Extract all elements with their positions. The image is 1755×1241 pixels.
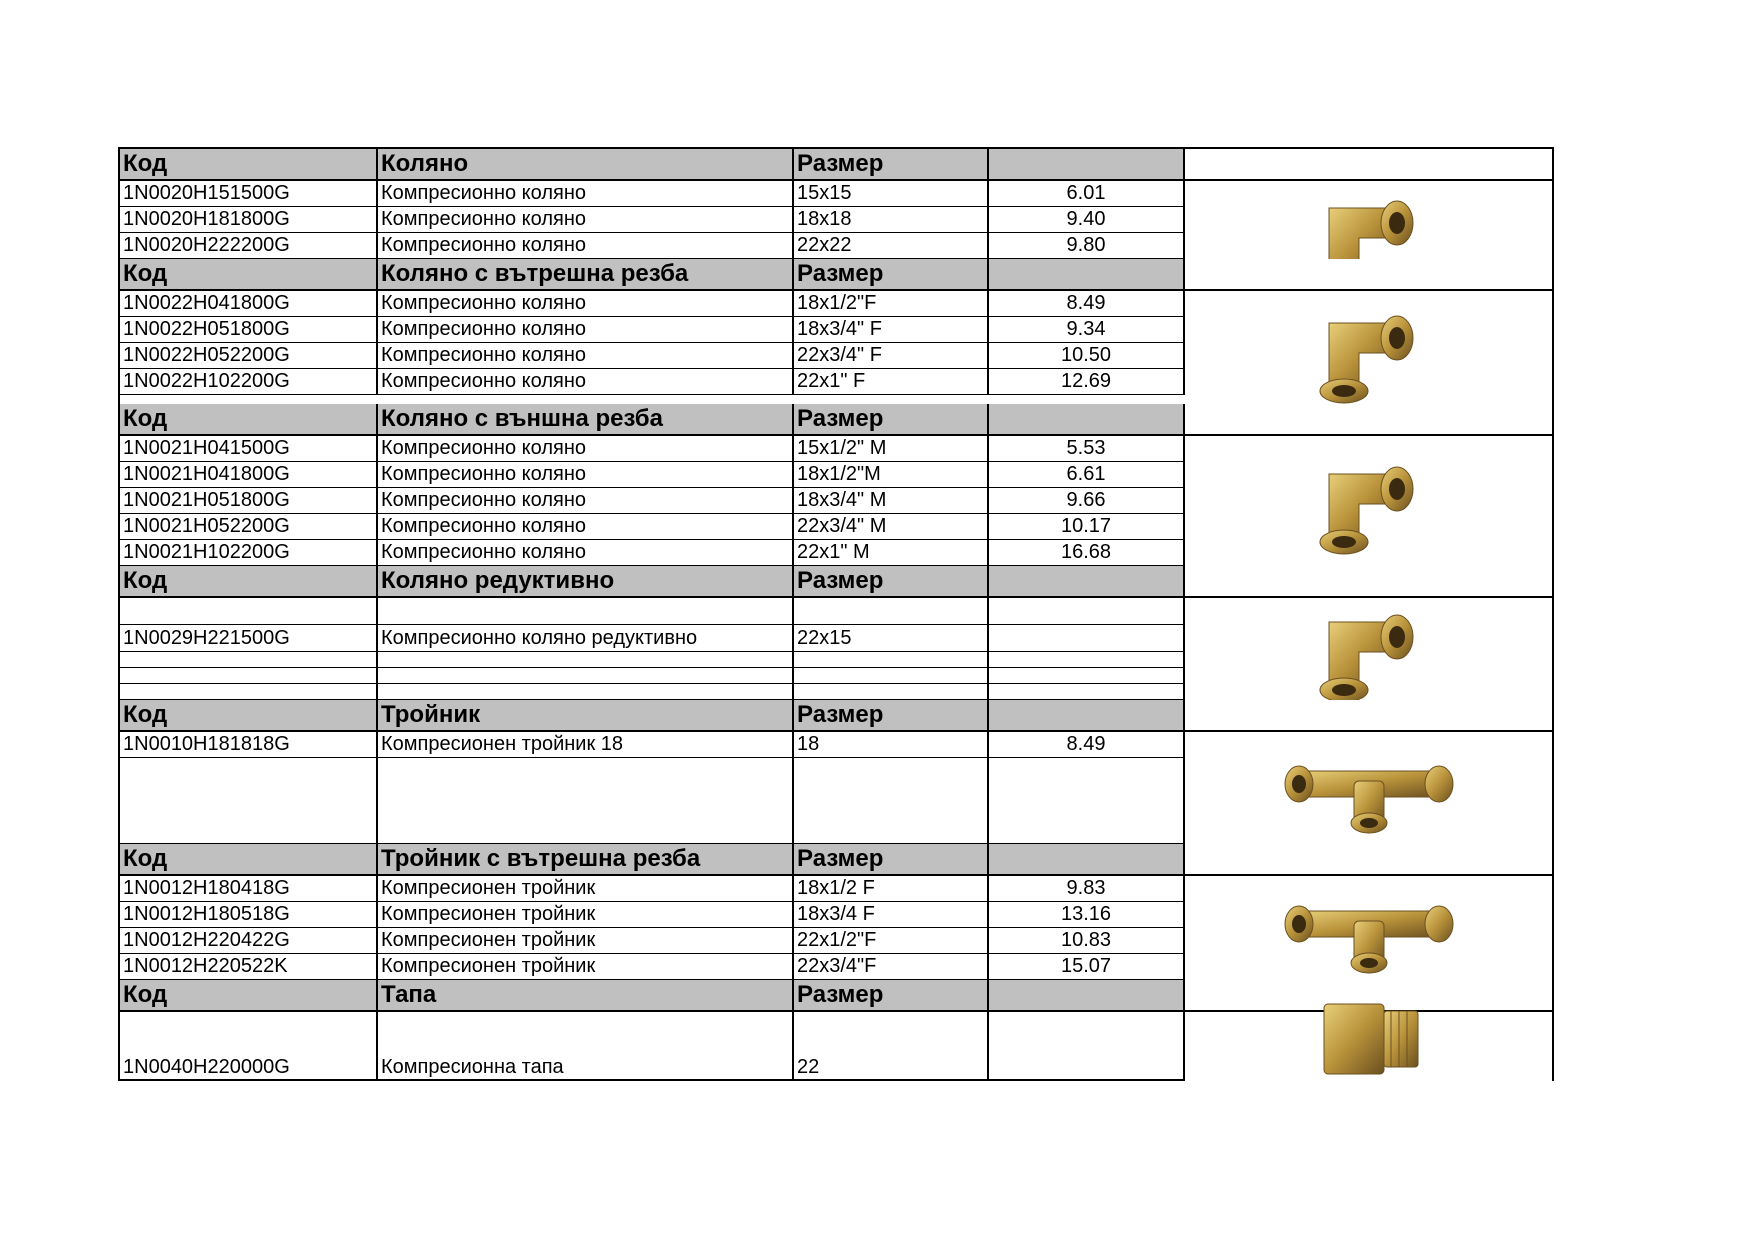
product-name	[378, 684, 794, 700]
product-name: Компресионен тройник 18	[378, 732, 794, 758]
product-price: 9.34	[989, 317, 1185, 343]
column-header-size: Размер	[794, 404, 989, 436]
section-header	[120, 700, 1552, 732]
product-size: 15x15	[794, 181, 989, 207]
female-thread-tee-icon	[1185, 876, 1552, 980]
product-name: Компресионно коляно	[378, 488, 794, 514]
product-size: 22	[794, 1012, 989, 1081]
column-header-price	[989, 259, 1185, 291]
product-price: 5.53	[989, 436, 1185, 462]
product-price: 6.61	[989, 462, 1185, 488]
price-table	[118, 147, 1554, 1081]
section-title: Тройник	[378, 700, 794, 732]
column-header-price	[989, 980, 1185, 1012]
product-name	[378, 598, 794, 625]
product-name: Компресионен тройник	[378, 928, 794, 954]
column-header-code: Код	[120, 844, 378, 876]
product-price	[989, 1012, 1185, 1081]
product-price	[989, 625, 1185, 652]
section-title: Коляно с външна резба	[378, 404, 794, 436]
male-thread-elbow-icon	[1185, 436, 1552, 566]
product-size: 18x3/4" F	[794, 317, 989, 343]
product-name: Компресионно коляно	[378, 514, 794, 540]
image-column-header	[1185, 149, 1552, 181]
section-title: Коляно с вътрешна резба	[378, 259, 794, 291]
product-size: 22x3/4" M	[794, 514, 989, 540]
product-name: Компресионно коляно	[378, 462, 794, 488]
product-size	[794, 758, 989, 844]
column-header-code: Код	[120, 980, 378, 1012]
product-size: 22x22	[794, 233, 989, 259]
product-name: Компресионно коляно	[378, 233, 794, 259]
section-title: Коляно	[378, 149, 794, 181]
product-name	[378, 652, 794, 668]
product-name: Компресионен тройник	[378, 876, 794, 902]
product-name	[378, 758, 794, 844]
column-header-price	[989, 149, 1185, 181]
image-column-header	[1185, 259, 1552, 291]
column-header-code: Код	[120, 259, 378, 291]
column-header-size: Размер	[794, 980, 989, 1012]
product-name: Компресионен тройник	[378, 954, 794, 980]
product-size: 22x15	[794, 625, 989, 652]
column-header-code: Код	[120, 700, 378, 732]
product-code: 1N0012H220522K	[120, 954, 378, 980]
product-code: 1N0040H220000G	[120, 1012, 378, 1081]
compression-tee-icon	[1185, 732, 1552, 844]
product-code	[120, 668, 378, 684]
product-price	[989, 598, 1185, 625]
product-price: 10.50	[989, 343, 1185, 369]
column-header-size: Размер	[794, 700, 989, 732]
column-header-size: Размер	[794, 566, 989, 598]
section-header	[120, 149, 1552, 181]
product-code: 1N0020H222200G	[120, 233, 378, 259]
product-price: 9.80	[989, 233, 1185, 259]
product-size: 18	[794, 732, 989, 758]
product-code: 1N0022H102200G	[120, 369, 378, 395]
image-column-header	[1185, 700, 1552, 732]
product-size: 18x1/2 F	[794, 876, 989, 902]
product-size	[794, 598, 989, 625]
section-header	[120, 404, 1552, 436]
product-size: 18x3/4 F	[794, 902, 989, 928]
product-code	[120, 684, 378, 700]
product-size: 18x1/2"F	[794, 291, 989, 317]
product-name: Компресионно коляно	[378, 181, 794, 207]
product-code: 1N0010H181818G	[120, 732, 378, 758]
product-size: 18x1/2"M	[794, 462, 989, 488]
product-price: 6.01	[989, 181, 1185, 207]
product-name: Компресионно коляно	[378, 436, 794, 462]
column-header-size: Размер	[794, 259, 989, 291]
product-name: Компресионно коляно	[378, 540, 794, 566]
product-size	[794, 668, 989, 684]
product-code	[120, 758, 378, 844]
product-size	[794, 652, 989, 668]
product-price: 16.68	[989, 540, 1185, 566]
column-header-size: Размер	[794, 149, 989, 181]
product-price: 12.69	[989, 369, 1185, 395]
column-header-code: Код	[120, 566, 378, 598]
product-code: 1N0021H041500G	[120, 436, 378, 462]
product-code: 1N0012H180418G	[120, 876, 378, 902]
column-header-code: Код	[120, 149, 378, 181]
column-header-price	[989, 700, 1185, 732]
product-price: 9.66	[989, 488, 1185, 514]
product-code: 1N0022H052200G	[120, 343, 378, 369]
product-code: 1N0020H181800G	[120, 207, 378, 233]
product-price: 9.83	[989, 876, 1185, 902]
product-name	[378, 668, 794, 684]
product-price: 10.83	[989, 928, 1185, 954]
column-header-size: Размер	[794, 844, 989, 876]
product-code: 1N0022H041800G	[120, 291, 378, 317]
product-size: 22x1" M	[794, 540, 989, 566]
section-title: Коляно редуктивно	[378, 566, 794, 598]
section-header	[120, 259, 1552, 291]
product-price	[989, 668, 1185, 684]
product-code	[120, 598, 378, 625]
product-code: 1N0012H180518G	[120, 902, 378, 928]
product-code: 1N0012H220422G	[120, 928, 378, 954]
product-price: 15.07	[989, 954, 1185, 980]
product-size: 15x1/2" M	[794, 436, 989, 462]
product-name: Компресионно коляно	[378, 291, 794, 317]
product-price: 10.17	[989, 514, 1185, 540]
image-column-header	[1185, 404, 1552, 436]
reducing-elbow-icon	[1185, 598, 1552, 700]
product-price: 8.49	[989, 291, 1185, 317]
product-code	[120, 652, 378, 668]
product-price	[989, 758, 1185, 844]
product-size: 18x18	[794, 207, 989, 233]
product-name: Компресионно коляно	[378, 369, 794, 395]
product-name: Компресионно коляно	[378, 343, 794, 369]
product-size	[794, 684, 989, 700]
product-code: 1N0021H102200G	[120, 540, 378, 566]
product-price	[989, 652, 1185, 668]
section-title: Тапа	[378, 980, 794, 1012]
column-header-price	[989, 566, 1185, 598]
column-header-code: Код	[120, 404, 378, 436]
product-code: 1N0022H051800G	[120, 317, 378, 343]
product-name: Компресионно коляно	[378, 207, 794, 233]
product-name: Компресионна тапа	[378, 1012, 794, 1081]
column-header-price	[989, 404, 1185, 436]
product-size: 22x3/4" F	[794, 343, 989, 369]
product-code: 1N0021H041800G	[120, 462, 378, 488]
product-code: 1N0021H052200G	[120, 514, 378, 540]
product-name: Компресионно коляно	[378, 317, 794, 343]
compression-plug-icon	[1185, 1012, 1552, 1081]
female-thread-elbow-icon	[1185, 291, 1552, 410]
product-code: 1N0020H151500G	[120, 181, 378, 207]
product-price	[989, 684, 1185, 700]
product-name: Компресионен тройник	[378, 902, 794, 928]
product-code: 1N0029H221500G	[120, 625, 378, 652]
product-size: 18x3/4" M	[794, 488, 989, 514]
product-name: Компресионно коляно редуктивно	[378, 625, 794, 652]
product-size: 22x1" F	[794, 369, 989, 395]
product-price: 8.49	[989, 732, 1185, 758]
product-price: 9.40	[989, 207, 1185, 233]
product-size: 22x1/2"F	[794, 928, 989, 954]
product-price: 13.16	[989, 902, 1185, 928]
product-code: 1N0021H051800G	[120, 488, 378, 514]
column-header-price	[989, 844, 1185, 876]
section-title: Тройник с вътрешна резба	[378, 844, 794, 876]
product-size: 22x3/4"F	[794, 954, 989, 980]
